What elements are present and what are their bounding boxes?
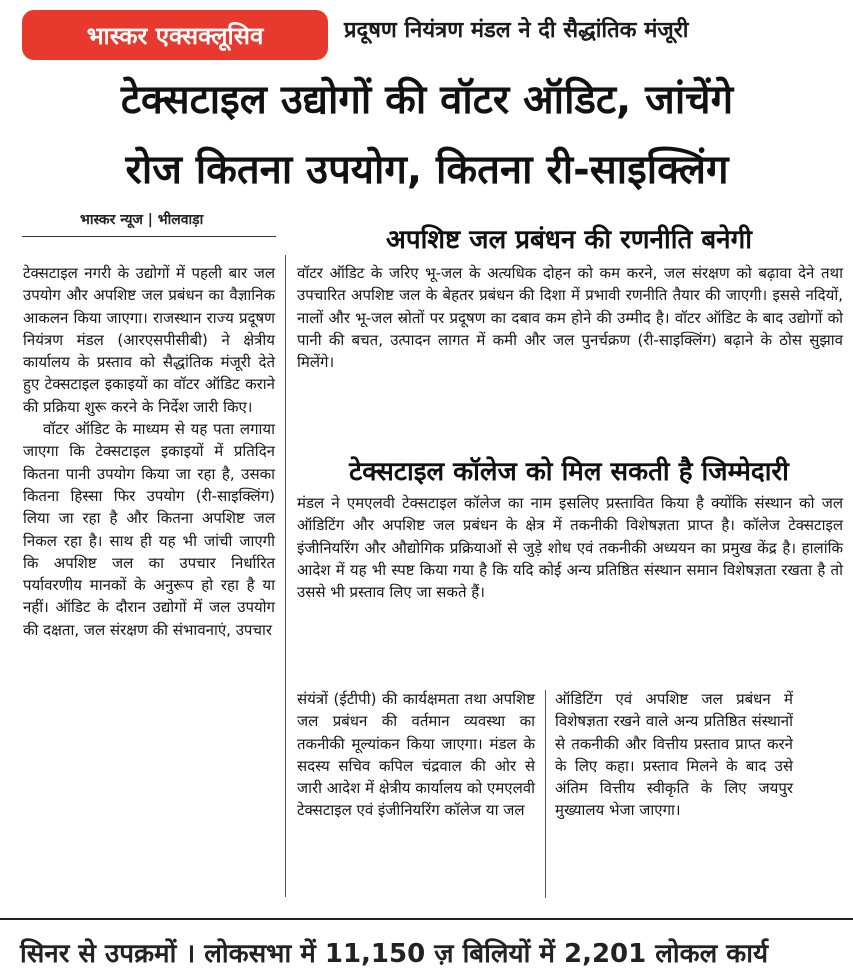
- bottom-column-b: ऑडिटिंग एवं अपशिष्ट जल प्रबंधन में विशेषज्ञता रखने वाले अन्य प्रतिष्ठित संस्थानों से तकनीकी और वित्तीय प्रस्ताव प्राप्त करने के लिए कहा। प्रस्ताव मिलने के बाद उसे अंतिम वित्तीय स्वीकृति के लिए जयपुर मुख्यालय भेजा जाएगा।: [555, 690, 793, 820]
- left-column: [23, 262, 275, 897]
- next-story-fragment: [0, 930, 853, 969]
- dateline: भास्कर न्यूज | भीलवाड़ा: [80, 212, 204, 228]
- left-column-para-1: टेक्सटाइल नगरी के उद्योगों में पहली बार जल उपयोग और अपशिष्ट जल प्रबंधन का वैज्ञानिक आकलन किया जाएगा। राजस्थान राज्य प्रदूषण नियंत्रण मंडल (आरएसपीसीबी) ने क्षेत्रीय कार्यालय के प्रस्ताव को सैद्धांतिक मंजूरी देते हुए टेक्सटाइल इकाइयों का वॉटर ऑडिट कराने की प्रक्रिया शुरू करने के निर्देश जारी किए।: [23, 264, 275, 416]
- exclusive-badge: [22, 10, 328, 60]
- dateline-rule: [22, 236, 276, 237]
- left-column-para-2: वॉटर ऑडिट के माध्यम से यह पता लगाया जाएगा कि टेक्सटाइल इकाइयों में प्रतिदिन कितना पानी उपयोग किया जा रहा है, उसका कितना हिस्सा फिर उपयोग (री-साइक्लिंग) लिया जा रहा है और कितना अपशिष्ट जल निकल रहा है। साथ ही यह भी जांची जाएगी कि अपशिष्ट जल का उपचार निर्धारित पर्यावरणीय मानकों के अनुरूप हो रहा है या नहीं। ऑडिट के दौरान उद्योगों में जल उपयोग की दक्षता, जल संरक्षण की संभावनाएं, उपचार: [23, 420, 275, 639]
- bottom-column-divider: [545, 690, 546, 898]
- exclusive-badge-label: भास्कर एक्सक्लूसिव: [86, 21, 264, 50]
- section-2-heading: टेक्सटाइल कॉलेज को मिल सकती है जिम्मेदारी: [349, 457, 789, 487]
- headline-line-1: टेक्सटाइल उद्योगों की वॉटर ऑडिट, जांचेंगे: [120, 77, 734, 123]
- page-bottom-rule: [0, 918, 853, 920]
- column-divider: [285, 255, 286, 897]
- next-story-text: सिनर से उपक्रमों । लोकसभा में 11,150 ज़ बिलियों में 2,201 लोकल कार्य: [20, 939, 769, 969]
- section-1-heading: अपशिष्ट जल प्रबंधन की रणनीति बनेगी: [386, 225, 752, 255]
- section-1-body: वॉटर ऑडिट के जरिए भू-जल के अत्यधिक दोहन को कम करने, जल संरक्षण को बढ़ावा देने तथा उपचारित अपशिष्ट जल के बेहतर प्रबंधन की दिशा में प्रभावी रणनीति तैयार की जाएगी। इससे नदियों, नालों और भू-जल स्रोतों पर प्रदूषण का दबाव कम होने की उम्मीद है। वॉटर ऑडिट के बाद उद्योगों को पानी की बचत, उत्पादन लागत में कमी और जल पुनर्चक्रण (री-साइक्लिंग) बढ़ाने के ठोस सुझाव मिलेंगे।: [297, 264, 843, 372]
- bottom-column-a: संयंत्रों (ईटीपी) की कार्यक्षमता तथा अपशिष्ट जल प्रबंधन की वर्तमान व्यवस्था का तकनीकी मूल्यांकन किया जाएगा। मंडल के सदस्य सचिव कपिल चंद्रवाल की ओर से जारी आदेश में क्षेत्रीय कार्यालय को एमएलवी टेक्सटाइल एवं इंजीनियरिंग कॉलेज या जल: [297, 690, 535, 820]
- headline-line-2: रोज कितना उपयोग, कितना री-साइक्लिंग: [125, 147, 729, 193]
- kicker: प्रदूषण नियंत्रण मंडल ने दी सैद्धांतिक मंजूरी: [344, 18, 689, 43]
- section-2-body: मंडल ने एमएलवी टेक्सटाइल कॉलेज का नाम इसलिए प्रस्तावित किया है क्योंकि संस्थान को जल ऑडिटिंग और अपशिष्ट जल प्रबंधन के क्षेत्र में तकनीकी विशेषज्ञता प्राप्त है। कॉलेज टेक्सटाइल इंजीनियरिंग और औद्योगिक प्रक्रियाओं से जुड़े शोध एवं तकनीकी अध्ययन का प्रमुख केंद्र है। हालांकि आदेश में यह भी स्पष्ट किया गया है कि यदि कोई अन्य प्रतिष्ठित संस्थान समान विशेषज्ञता रखता है तो उससे भी प्रस्ताव लिए जा सकते हैं।: [297, 494, 843, 602]
